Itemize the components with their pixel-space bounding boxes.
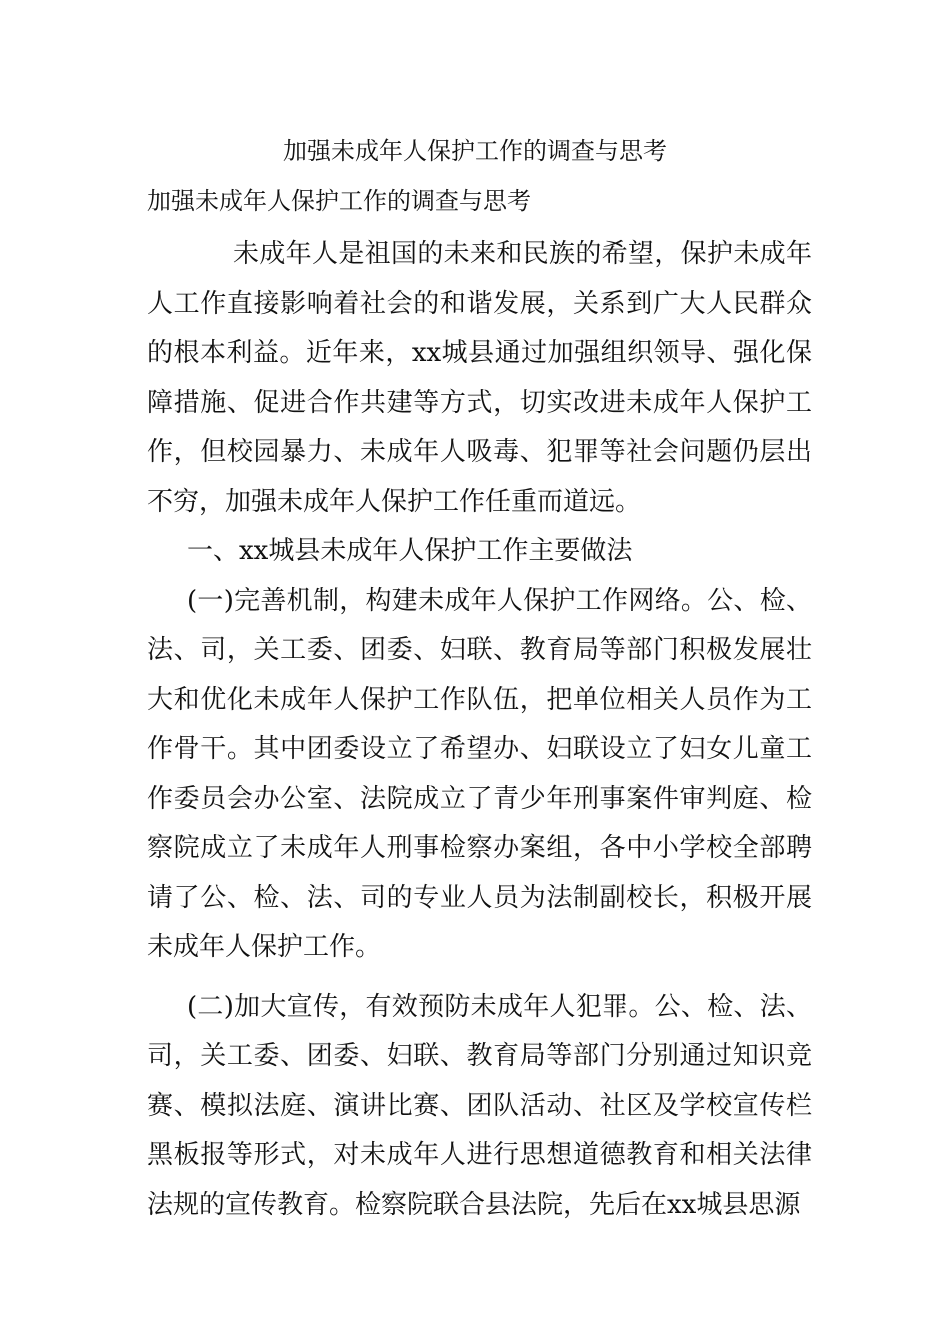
document-title: 加强未成年人保护工作的调查与思考: [283, 137, 667, 165]
section-heading: 一、xx城县未成年人保护工作主要做法: [187, 536, 633, 566]
subsection-paragraph-1: (一)完善机制，构建未成年人保护工作网络。公、检、法、司，关工委、团委、妇联、教育局等部门积极发展壮大和优化未成年人保护工作队伍，把单位相关人员作为工作骨干。其中团委设立了希望办、妇联设立了妇女儿童工作委员会办公室、法院成立了青少年刑事案件审判庭、检察院成立了未成年人刑事检察办案组，各中小学校全部聘请了公、检、法、司的专业人员为法制副校长，积极开展未成年人保护工作。: [147, 585, 812, 962]
subsection-paragraph-2: (二)加大宣传，有效预防未成年人犯罪。公、检、法、司，关工委、团委、妇联、教育局等部门分别通过知识竞赛、模拟法庭、演讲比赛、团队活动、社区及学校宣传栏黑板报等形式，对未成年人进行思想道德教育和相关法律法规的宣传教育。检察院联合县法院，先后在xx城县思源: [147, 991, 812, 1220]
intro-paragraph: 未成年人是祖国的未来和民族的希望，保护未成年人工作直接影响着社会的和谐发展，关系到广大人民群众的根本利益。近年来，xx城县通过加强组织领导、强化保障措施、促进合作共建等方式，切实改进未成年人保护工作，但校园暴力、未成年人吸毒、犯罪等社会问题仍层出不穷，加强未成年人保护工作任重而道远。: [147, 239, 812, 517]
document-subtitle: 加强未成年人保护工作的调查与思考: [147, 187, 531, 215]
document-body: [147, 230, 812, 1230]
